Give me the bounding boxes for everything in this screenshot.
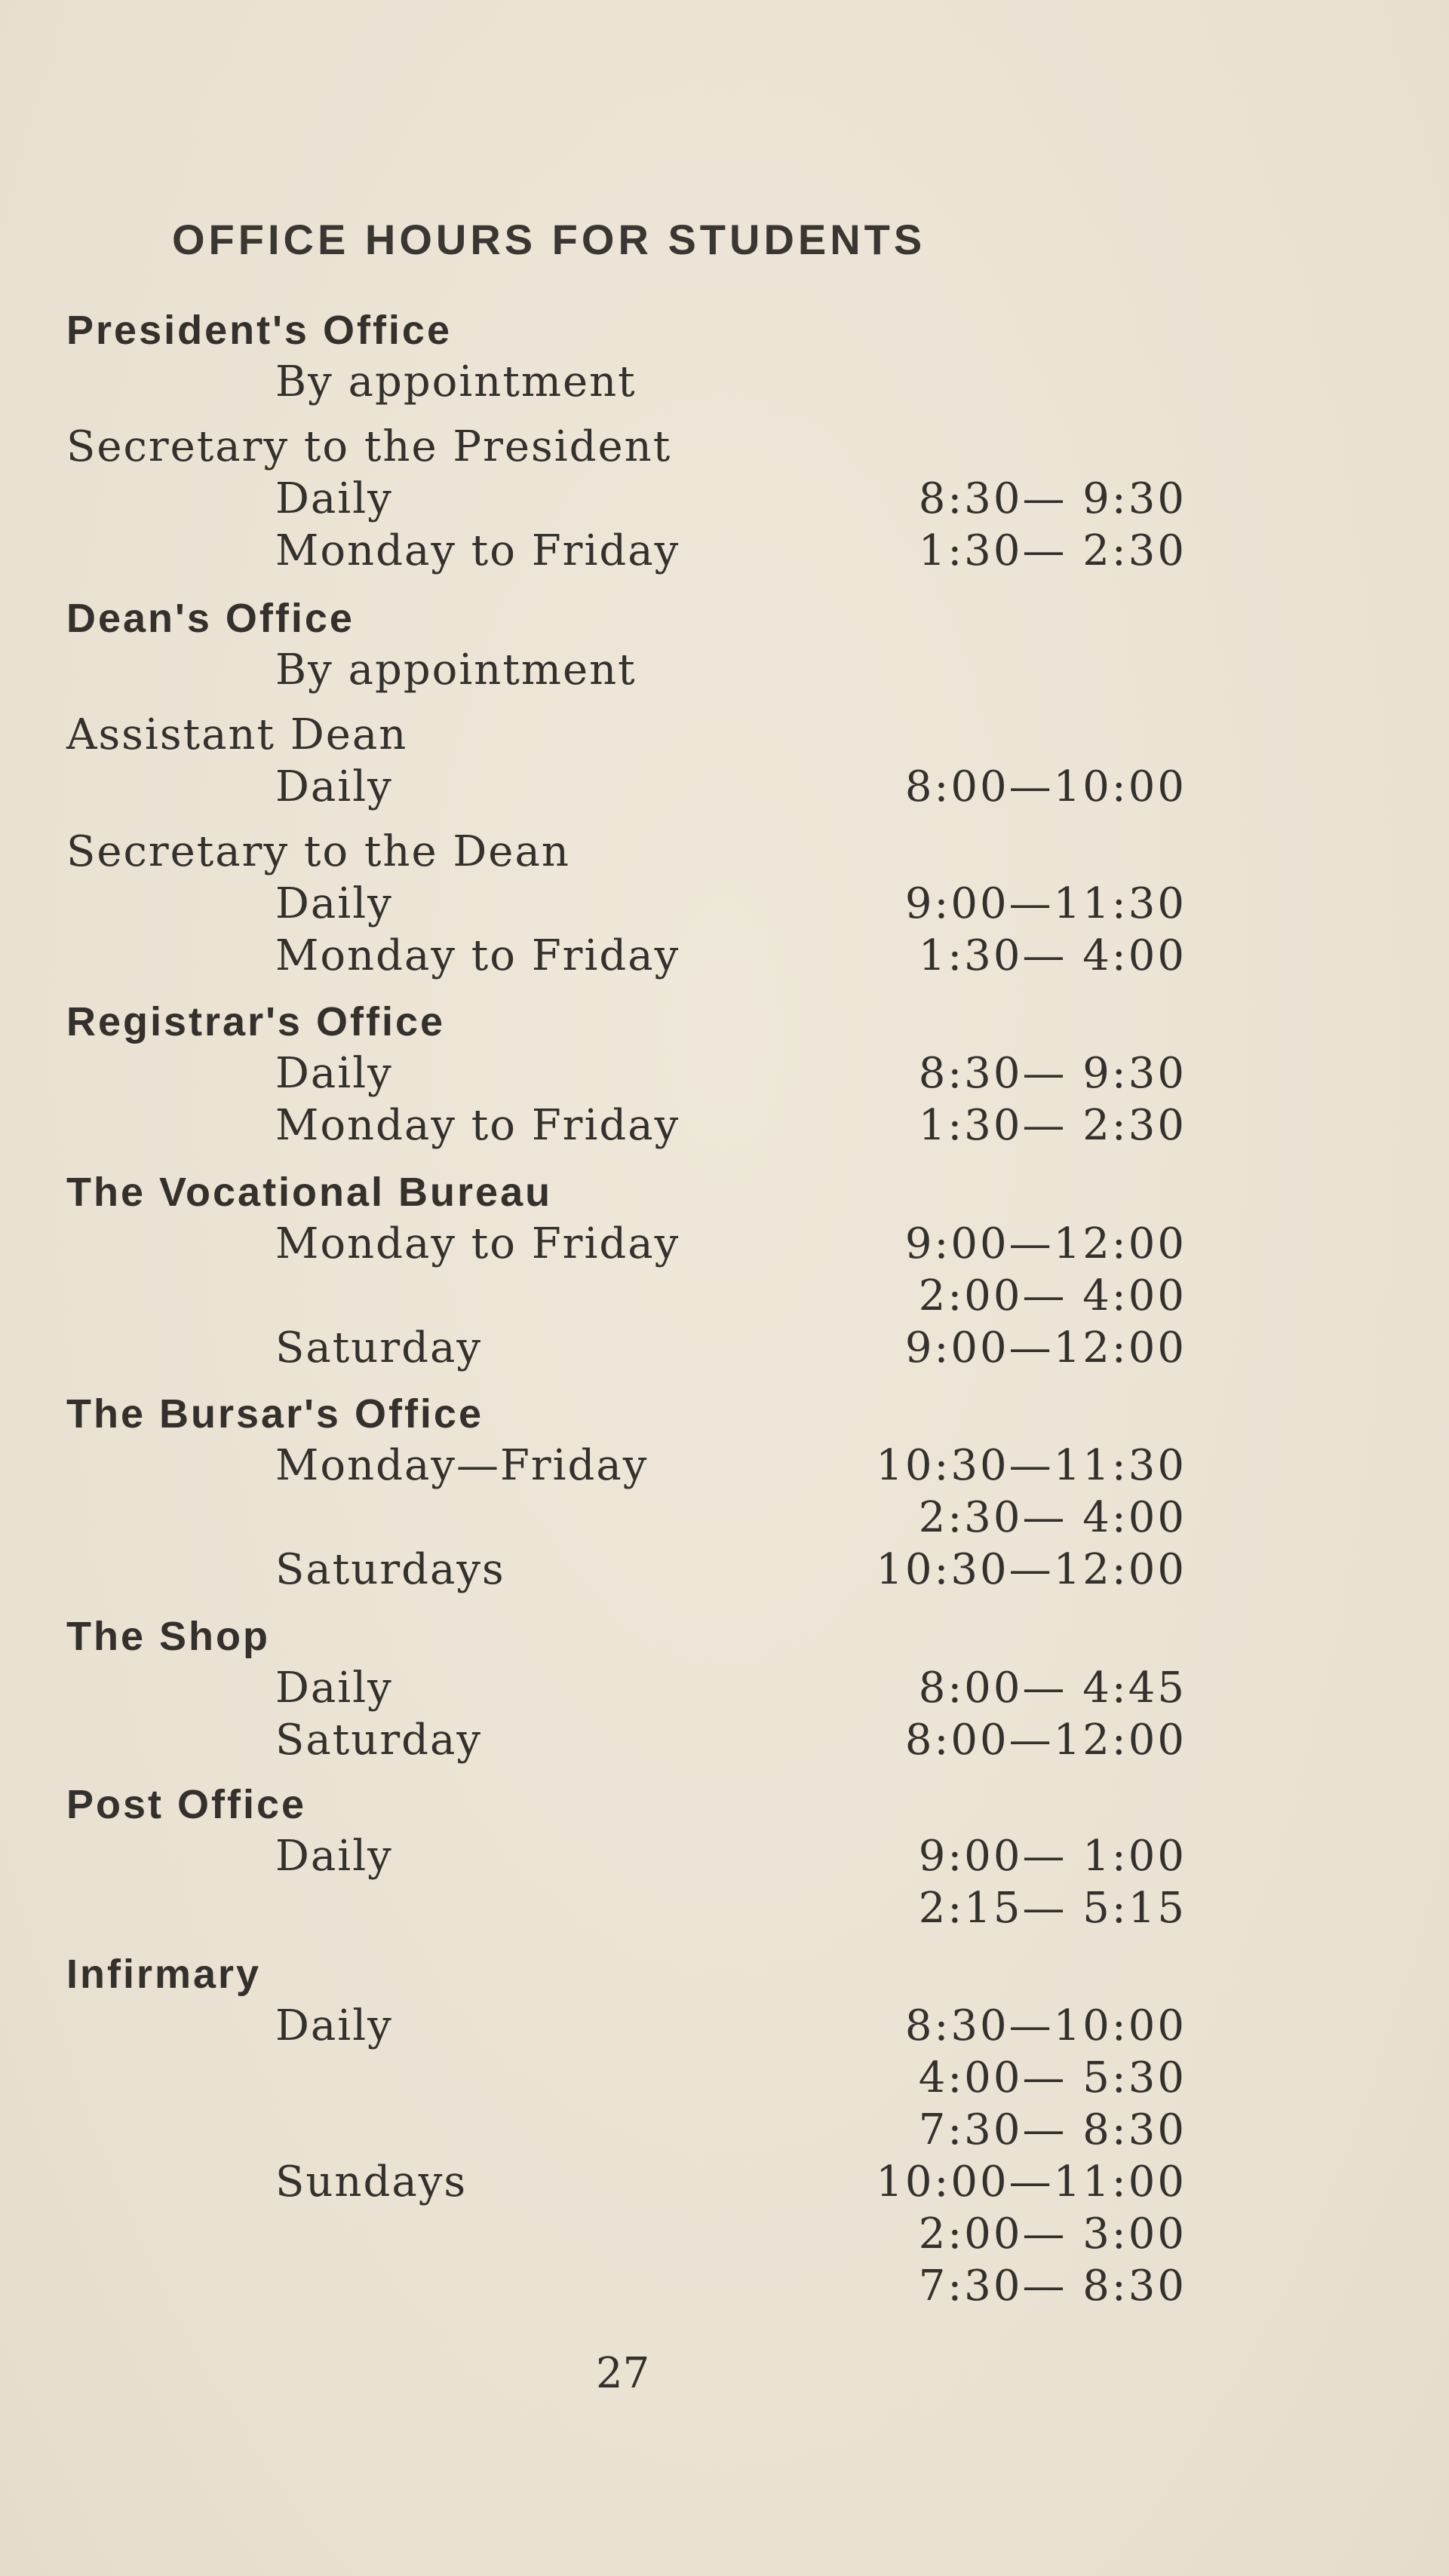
section-heading: The Bursar's Office [66, 1391, 484, 1437]
schedule-label: By appointment [275, 357, 637, 406]
schedule-label: Saturday [275, 1323, 482, 1372]
schedule-time: 8:00—12:00 [904, 1716, 1187, 1765]
schedule-time: 1:30— 4:00 [918, 931, 1187, 980]
section-heading: Secretary to the President [66, 422, 672, 471]
schedule-label: Monday to Friday [275, 526, 680, 575]
schedule-label: Daily [275, 1832, 393, 1881]
schedule-label: Daily [275, 762, 393, 811]
schedule-time: 2:00— 3:00 [918, 2210, 1187, 2259]
schedule-time: 7:30— 8:30 [918, 2105, 1187, 2154]
schedule-time: 8:30—10:00 [904, 2001, 1187, 2050]
schedule-label: Saturdays [275, 1545, 505, 1594]
schedule-time: 1:30— 2:30 [918, 526, 1187, 575]
schedule-time: 2:30— 4:00 [918, 1493, 1187, 1542]
schedule-time: 10:30—11:30 [876, 1441, 1187, 1490]
schedule-label: Daily [275, 879, 393, 928]
schedule-time: 9:00—12:00 [904, 1323, 1187, 1372]
schedule-label: Monday to Friday [275, 931, 680, 980]
page-title: OFFICE HOURS FOR STUDENTS [172, 216, 926, 263]
schedule-label: Monday—Friday [275, 1441, 649, 1490]
section-heading: Post Office [66, 1782, 307, 1827]
section-heading: Infirmary [66, 1952, 262, 1997]
page-number: 27 [596, 2349, 650, 2398]
schedule-label: By appointment [275, 646, 637, 695]
schedule-label: Monday to Friday [275, 1219, 680, 1268]
schedule-label: Daily [275, 1664, 393, 1713]
schedule-time: 8:30— 9:30 [918, 474, 1187, 523]
schedule-time: 2:00— 4:00 [918, 1271, 1187, 1320]
schedule-label: Saturday [275, 1716, 482, 1765]
schedule-time: 8:30— 9:30 [918, 1049, 1187, 1098]
schedule-label: Sundays [275, 2157, 468, 2206]
schedule-time: 10:00—11:00 [876, 2157, 1187, 2206]
section-heading: The Shop [66, 1614, 270, 1659]
schedule-time: 8:00— 4:45 [918, 1664, 1187, 1713]
schedule-time: 2:15— 5:15 [918, 1884, 1187, 1933]
schedule-label: Monday to Friday [275, 1101, 680, 1150]
section-heading: Secretary to the Dean [66, 827, 570, 876]
section-heading: President's Office [66, 308, 452, 353]
schedule-time: 8:00—10:00 [904, 762, 1187, 811]
section-heading: The Vocational Bureau [66, 1170, 553, 1215]
schedule-time: 10:30—12:00 [876, 1545, 1187, 1594]
schedule-label: Daily [275, 2001, 393, 2050]
schedule-time: 9:00—12:00 [904, 1219, 1187, 1268]
section-heading: Registrar's Office [66, 999, 446, 1044]
section-heading: Assistant Dean [66, 710, 408, 759]
schedule-time: 7:30— 8:30 [918, 2262, 1187, 2311]
schedule-time: 9:00—11:30 [904, 879, 1187, 928]
schedule-time: 9:00— 1:00 [918, 1832, 1187, 1881]
schedule-time: 1:30— 2:30 [918, 1101, 1187, 1150]
section-heading: Dean's Office [66, 596, 355, 641]
schedule-label: Daily [275, 474, 393, 523]
schedule-label: Daily [275, 1049, 393, 1098]
schedule-time: 4:00— 5:30 [918, 2053, 1187, 2102]
